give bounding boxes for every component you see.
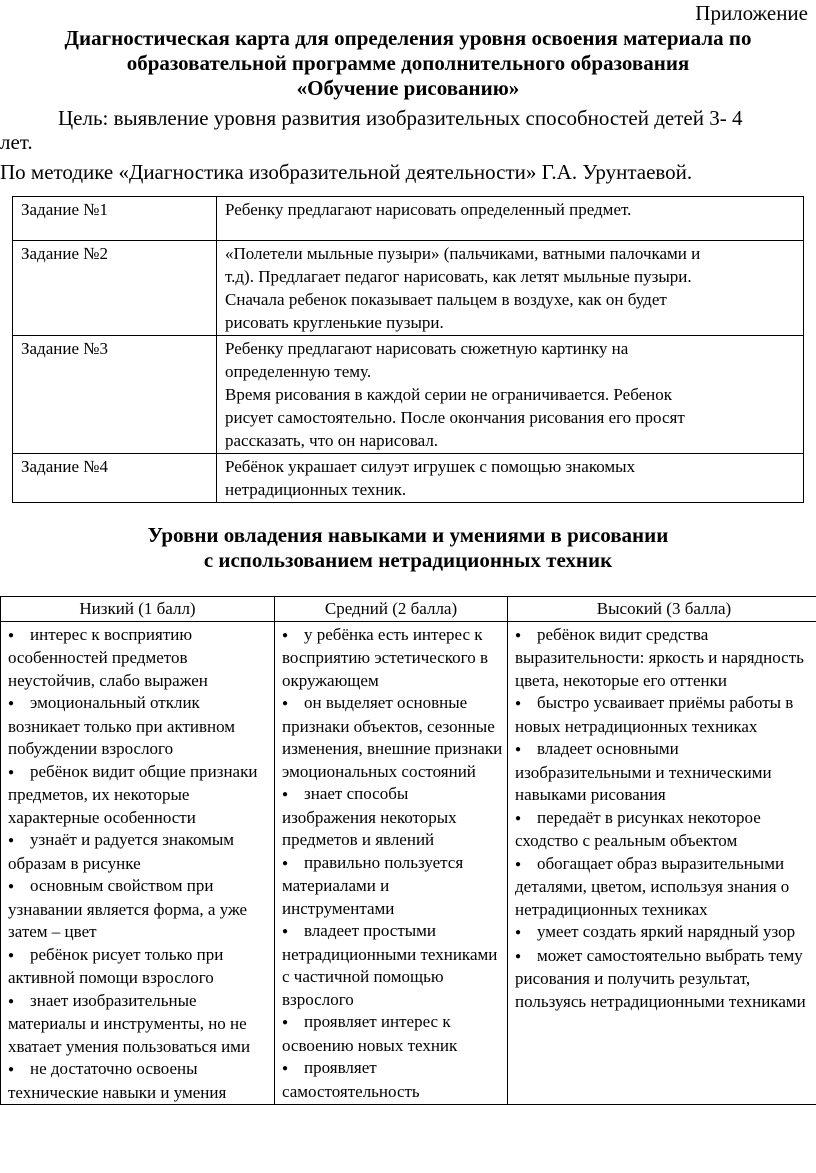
list-item — [8, 1058, 270, 1104]
task-line: рассказать, что он нарисовал. — [225, 431, 439, 450]
tasks-table — [12, 196, 804, 503]
task-name: Задание №2 — [13, 241, 217, 336]
table-row — [13, 336, 804, 454]
task-line: Время рисования в каждой серии не ограничивается. Ребенок — [225, 385, 673, 404]
list-item-text: ребёнок рисует только при активной помощи взрослого — [8, 944, 224, 987]
task-name: Задание №1 — [13, 197, 217, 241]
bullet-icon — [515, 808, 537, 831]
list-item-text: передаёт в рисунках некоторое сходство с реальным объектом — [515, 807, 761, 850]
table-row — [13, 454, 804, 503]
task-line: т.д). Предлагает педагог нарисовать, как летят мыльные пузыри. — [225, 267, 692, 286]
list-item — [515, 807, 816, 853]
medium-level-list — [282, 624, 503, 1104]
list-item-text: ребёнок видит общие признаки предметов, их некоторые характерные особенности — [8, 761, 258, 827]
list-item — [8, 761, 270, 830]
list-item-text: владеет простыми нетрадиционными техниками с частичной помощью взрослого — [282, 921, 498, 1009]
list-item-text: ребёнок видит средства выразительности: яркость и нарядность цвета, некоторые его оттенки — [515, 624, 804, 690]
list-item-text: не достаточно освоены технические навыки и умения — [8, 1059, 227, 1102]
column-header-low: Низкий (1 балл) — [1, 597, 275, 622]
column-header-medium: Средний (2 балла) — [275, 597, 508, 622]
list-item-text: правильно пользуется материалами и инструментами — [282, 852, 464, 918]
bullet-icon — [515, 922, 537, 945]
bullet-icon — [282, 1058, 304, 1081]
bullet-icon — [8, 991, 30, 1014]
bullet-icon — [515, 854, 537, 877]
list-item — [8, 944, 270, 990]
bullet-icon — [515, 625, 537, 648]
levels-heading — [0, 523, 816, 573]
task-description — [217, 336, 804, 454]
medium-level-cell — [275, 621, 508, 1105]
low-level-list — [8, 624, 270, 1105]
list-item-text: знает способы изображения некоторых предметов и явлений — [282, 784, 457, 849]
bullet-icon — [8, 830, 30, 853]
list-item-text: быстро усваивает приёмы работы в новых нетрадиционных техниках — [515, 693, 794, 736]
task-description — [217, 241, 804, 336]
task-line: Ребенку предлагают нарисовать сюжетную картинку на — [225, 339, 629, 358]
bullet-icon — [515, 693, 537, 716]
low-level-cell — [1, 621, 275, 1105]
list-item-text: у ребёнка есть интерес к восприятию эстетического в окружающем — [282, 624, 489, 690]
list-item — [282, 1057, 503, 1103]
list-item-text: владеет основными изобразительными и техническими навыками рисования — [515, 739, 772, 804]
list-item-text: обогащает образ выразительными деталями, цветом, используя знания о нетрадиционных техниках — [515, 853, 790, 919]
list-item-text: умеет создать яркий нарядный узор — [537, 922, 796, 941]
task-line: рисует самостоятельно. После окончания рисования его просят — [225, 408, 685, 427]
list-item-text: может самостоятельно выбрать тему рисования и получить результат, пользуясь нетрадиционными техниками — [515, 945, 806, 1011]
list-item — [8, 624, 270, 693]
bullet-icon — [8, 693, 30, 716]
list-item — [8, 875, 270, 944]
bullet-icon — [282, 693, 304, 716]
task-line: Ребенку предлагают нарисовать определенный предмет. — [225, 200, 632, 219]
task-line: Ребёнок украшает силуэт игрушек с помощью знакомых — [225, 457, 636, 476]
list-item — [282, 1011, 503, 1057]
list-item — [282, 692, 503, 783]
bullet-icon — [8, 1059, 30, 1082]
title-line: «Обучение рисованию» — [296, 76, 520, 100]
column-header-high: Высокий (3 балла) — [508, 597, 816, 622]
table-header-row — [1, 597, 816, 622]
list-item-text: знает изобразительные материалы и инструменты, но не хватает умения пользоваться ими — [8, 990, 251, 1056]
bullet-icon — [8, 876, 30, 899]
table-row — [13, 197, 804, 241]
list-item — [515, 921, 816, 945]
list-item — [282, 920, 503, 1011]
method-line: По методике «Диагностика изобразительной деятельности» Г.А. Урунтаевой. — [0, 160, 693, 184]
goal-line: лет. — [0, 130, 33, 154]
list-item — [282, 783, 503, 852]
bullet-icon — [282, 625, 304, 648]
list-item-text: интерес к восприятию особенностей предметов неустойчив, слабо выражен — [8, 624, 208, 690]
task-description — [217, 197, 804, 241]
list-item-text: узнаёт и радуется знакомым образам в рисунке — [8, 830, 235, 873]
bullet-icon — [282, 853, 304, 876]
task-name: Задание №4 — [13, 454, 217, 503]
list-item — [8, 692, 270, 761]
goal-line: Цель: выявление уровня развития изобразительных способностей детей 3- 4 — [58, 106, 743, 130]
heading-line: с использованием нетрадиционных техник — [203, 548, 613, 572]
list-item-text: проявляет самостоятельность — [282, 1058, 420, 1101]
goal-paragraph — [0, 106, 814, 154]
list-item-text: он выделяет основные признаки объектов, сезонные изменения, внешние признаки эмоциональных состояний — [282, 693, 503, 781]
bullet-icon — [515, 739, 537, 762]
task-line: Сначала ребенок показывает пальцем в воздухе, как он будет — [225, 290, 667, 309]
list-item-text: эмоциональный отклик возникает только при активном побуждении взрослого — [8, 693, 236, 758]
list-item — [8, 829, 270, 875]
task-line: нетрадиционных техник. — [225, 480, 407, 499]
bullet-icon — [8, 762, 30, 785]
high-level-cell — [508, 621, 816, 1105]
appendix-label: Приложение — [695, 1, 808, 25]
list-item — [515, 945, 816, 1014]
list-item — [515, 624, 816, 693]
bullet-icon — [282, 1012, 304, 1035]
list-item — [282, 852, 503, 921]
document-title — [0, 26, 816, 101]
list-item — [515, 692, 816, 738]
task-name: Задание №3 — [13, 336, 217, 454]
bullet-icon — [8, 945, 30, 968]
bullet-icon — [282, 921, 304, 944]
list-item-text: проявляет интерес к освоению новых техник — [282, 1012, 458, 1055]
task-line: определенную тему. — [225, 362, 372, 381]
task-description — [217, 454, 804, 503]
bullet-icon — [282, 784, 304, 807]
levels-table — [0, 596, 816, 1105]
task-line: «Полетели мыльные пузыри» (пальчиками, ватными палочками и — [225, 244, 701, 263]
table-row — [13, 241, 804, 336]
list-item — [515, 738, 816, 807]
table-row — [1, 621, 816, 1105]
bullet-icon — [8, 625, 30, 648]
list-item — [282, 624, 503, 693]
title-line: образовательной программе дополнительного образования — [126, 51, 690, 75]
high-level-list — [515, 624, 816, 1014]
list-item — [8, 990, 270, 1059]
heading-line: Уровни овладения навыками и умениями в рисовании — [147, 523, 669, 547]
list-item — [515, 853, 816, 922]
task-line: рисовать кругленькие пузыри. — [225, 313, 444, 332]
list-item-text: основным свойством при узнавании является форма, а уже затем – цвет — [8, 876, 248, 941]
bullet-icon — [515, 946, 537, 969]
title-line: Диагностическая карта для определения уровня освоения материала по — [64, 26, 752, 50]
